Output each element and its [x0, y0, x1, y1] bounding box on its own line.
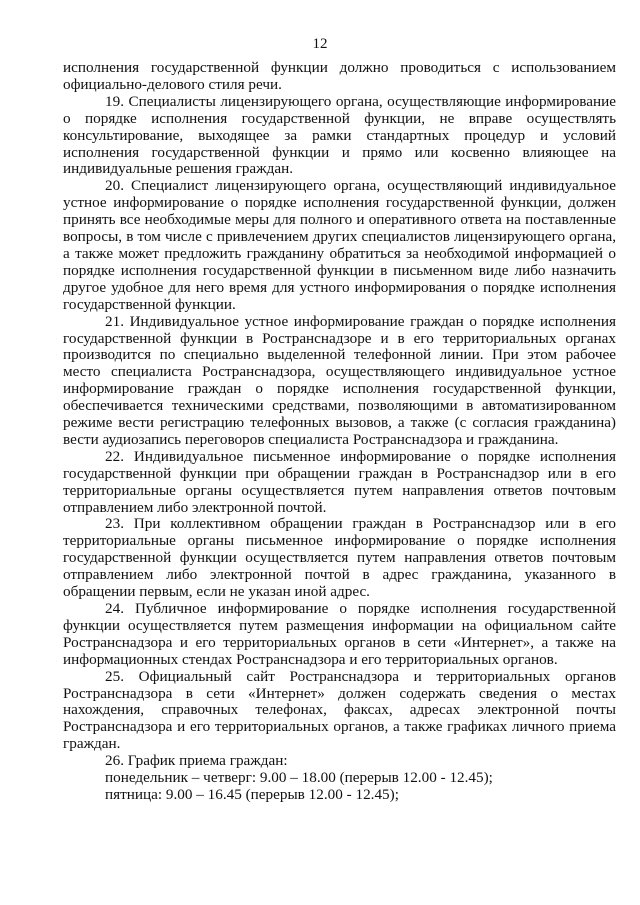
schedule-line-friday: пятница: 9.00 – 16.45 (перерыв 12.00 - 12.45);: [105, 785, 399, 803]
paragraph-19: 19. Специалисты лицензирующего органа, осуществляющие информирование о порядке исполнения государственной функции, не вправе осуществлять консультирование, выходящее за рамки стандартных процедур и условий исполнения государственной функции и прямо или косвенно влияющее на индивидуальные решения граждан.: [63, 92, 616, 178]
paragraph-21: 21. Индивидуальное устное информирование граждан о порядке исполнения государственной функции в Ространснадзоре и в его территориальных органах производится по специально выделенной телефонной линии. При этом рабочее место специалиста Ространснадзора, осуществляющего индивидуальное устное информирование граждан о порядке исполнения государственной функции, обеспечивается техническими средствами, позволяющими в автоматизированном режиме вести регистрацию телефонных вызовов, а также (с согласия гражданина) вести аудиозапись переговоров специалиста Ространснадзора и гражданина.: [63, 312, 616, 448]
page-number: 12: [312, 36, 328, 52]
document-body: [63, 60, 616, 804]
schedule-section: [63, 753, 616, 804]
schedule-line-weekdays: понедельник – четверг: 9.00 – 18.00 (перерыв 12.00 - 12.45);: [105, 769, 493, 787]
paragraph-continuation: исполнения государственной функции должно проводиться с использованием официально-делового стиля речи.: [63, 59, 616, 93]
schedule-heading: 26. График приема граждан:: [105, 752, 288, 770]
paragraph-24: 24. Публичное информирование о порядке исполнения государственной функции осуществляется путем размещения информации на официальном сайте Ространснадзора и его территориальных органов в сети «Интернет», а также на информационных стендах Ространснадзора и его территориальных органов.: [63, 600, 616, 668]
paragraph-23: 23. При коллективном обращении граждан в Ространснадзор или в его территориальные органы письменное информирование о порядке исполнения государственной функции осуществляется путем направления ответов почтовым отправлением либо электронной почтой в адрес гражданина, указанного в обращении первым, если не указан иной адрес.: [63, 515, 616, 601]
paragraph-22: 22. Индивидуальное письменное информирование о порядке исполнения государственной функции при обращении граждан в Ространснадзор или в его территориальные органы осуществляется путем направления ответов почтовым отправлением либо электронной почтой.: [63, 447, 616, 516]
paragraph-25: 25. Официальный сайт Ространснадзора и территориальных органов Ространснадзора в сети «Интернет» должен содержать сведения о местах нахождения, справочных телефонах, факсах, адресах электронной почты Ространснадзора и его территориальных органов, а также графиках личного приема граждан.: [63, 667, 616, 753]
paragraph-20: 20. Специалист лицензирующего органа, осуществляющий индивидуальное устное информирование о порядке исполнения государственной функции, должен принять все необходимые меры для полного и оперативного ответа на поставленные вопросы, в том числе с привлечением других специалистов лицензирующего органа, а также может предложить гражданину обратиться за необходимой информацией о порядке исполнения государственной функции в письменном виде либо назначить другое удобное для него время для устного информирования о порядке исполнения государственной функции.: [63, 177, 616, 313]
